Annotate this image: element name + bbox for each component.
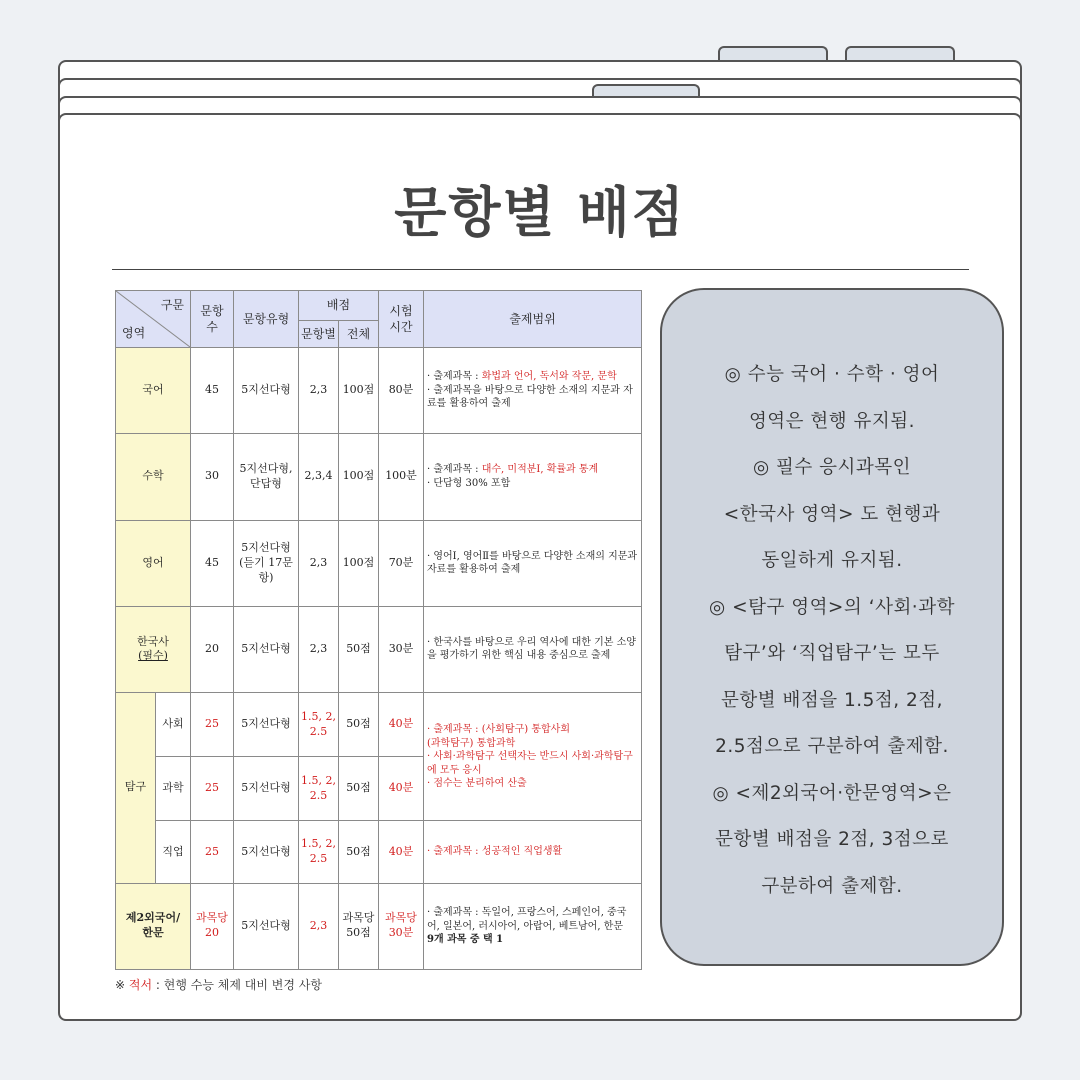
- note-line: ◎ <탐구 영역>의 ‘사회·과학: [709, 596, 955, 618]
- note-line: 문항별 배점을 1.5점, 2점,: [720, 689, 944, 711]
- header-time: 시험 시간: [379, 291, 424, 348]
- header-score: 배점: [299, 291, 379, 321]
- per-score-cell: 2,3: [299, 520, 339, 606]
- scope-choice: 9개 과목 중 택 1: [427, 934, 504, 946]
- scope-cell: · 출제과목 : 성공적인 직업생활: [424, 821, 642, 883]
- notes-panel: [660, 288, 1004, 966]
- area-cell: 제2외국어/ 한문: [116, 883, 191, 969]
- header-score-item: 문항별: [299, 321, 339, 348]
- scope-cell: [424, 434, 642, 520]
- area-required-note: (필수): [138, 649, 168, 663]
- table-row-inquiry-job: [116, 821, 642, 883]
- area-cell: 국어: [116, 348, 191, 434]
- type-cell: 5지선다형: [234, 693, 299, 757]
- total-score-cell: 50점: [339, 606, 379, 692]
- type-cell: 5지선다형: [234, 821, 299, 883]
- count-cell: 45: [191, 520, 234, 606]
- per-score-cell: 2,3: [299, 348, 339, 434]
- time-cell: 80분: [379, 348, 424, 434]
- scope-cell: [424, 883, 642, 969]
- header-diagonal-cell: [116, 291, 191, 348]
- type-cell: 5지선다형 (듣기 17문항): [234, 520, 299, 606]
- note-line: 문항별 배점을 2점, 3점으로: [715, 829, 949, 850]
- scope-subjects: 화법과 언어, 독서와 작문, 문학: [481, 371, 617, 383]
- note-line: <한국사 영역> 도 현행과: [723, 503, 941, 525]
- scope-text: · 점수는 분리하여 산출: [427, 778, 527, 790]
- scope-text: · 출제과목 :: [427, 371, 482, 383]
- table-row-english: [116, 520, 642, 606]
- subarea-cell: 직업: [156, 821, 191, 883]
- time-cell: 70분: [379, 520, 424, 606]
- scope-text: · 사회·과학탐구 선택자는 반드시 사회·과학탐구에 모두 응시: [427, 751, 633, 776]
- area-cell: [116, 606, 191, 692]
- count-cell: 20: [191, 606, 234, 692]
- scope-subjects: 대수, 미적분Ⅰ, 확률과 통계: [481, 464, 599, 476]
- per-score-cell: 1.5, 2, 2.5: [299, 693, 339, 757]
- count-cell: 30: [191, 434, 234, 520]
- per-score-cell: 2,3: [299, 883, 339, 969]
- header-score-total: 전체: [339, 321, 379, 348]
- title-divider: [112, 269, 969, 270]
- area-cell: 수학: [116, 434, 191, 520]
- count-cell: 45: [191, 348, 234, 434]
- count-cell: 과목당 20: [191, 883, 234, 969]
- subarea-cell: 사회: [156, 693, 191, 757]
- footnote: [115, 976, 322, 993]
- type-cell: 5지선다형: [234, 348, 299, 434]
- note-line: 2.5점으로 구분하여 출제함.: [715, 736, 949, 757]
- total-score-cell: 50점: [339, 757, 379, 821]
- type-cell: 5지선다형: [234, 606, 299, 692]
- footnote-red: 적서: [128, 978, 153, 992]
- table-row-foreign: [116, 883, 642, 969]
- type-cell: 5지선다형: [234, 757, 299, 821]
- note-line: 탐구’와 ‘직업탐구’는 모두: [724, 643, 940, 664]
- time-cell: 100분: [379, 434, 424, 520]
- note-line: ◎ 필수 응시과목인: [752, 457, 911, 478]
- type-cell: 5지선다형: [234, 883, 299, 969]
- header-category: 구문: [160, 298, 184, 312]
- count-cell: 25: [191, 757, 234, 821]
- per-score-cell: 2,3: [299, 606, 339, 692]
- time-cell: 30분: [379, 606, 424, 692]
- page-title: 문항별 배점: [394, 181, 686, 244]
- count-cell: 25: [191, 821, 234, 883]
- time-cell: 40분: [379, 757, 424, 821]
- scope-cell: [424, 348, 642, 434]
- header-count: 문항 수: [191, 291, 234, 348]
- scope-text: · 단답형 30% 포함: [427, 477, 511, 489]
- table-row-korean: [116, 348, 642, 434]
- area-name: 한국사: [137, 634, 169, 648]
- scope-cell: · 한국사를 바탕으로 우리 역사에 대한 기본 소양을 평가하기 위한 핵심 내용 중심으로 출제: [424, 606, 642, 692]
- scope-text: · 출제과목 : (사회탐구) 통합사회 (과학탐구) 통합과학: [427, 724, 570, 749]
- time-cell: 과목당 30분: [379, 883, 424, 969]
- time-cell: 40분: [379, 821, 424, 883]
- per-score-cell: 1.5, 2, 2.5: [299, 757, 339, 821]
- total-score-cell: 100점: [339, 348, 379, 434]
- scope-cell: · 영어Ⅰ, 영어Ⅱ를 바탕으로 다양한 소재의 지문과 자료를 활용하여 출제: [424, 520, 642, 606]
- table-row-math: [116, 434, 642, 520]
- header-scope: 출제범위: [424, 291, 642, 348]
- subarea-cell: 과학: [156, 757, 191, 821]
- note-line: 구분하여 출제함.: [761, 875, 903, 897]
- note-line: ◎ 수능 국어 · 수학 · 영어: [724, 364, 940, 385]
- footnote-text: : 현행 수능 체제 대비 변경 사항: [152, 978, 322, 992]
- footnote-mark: ※: [115, 978, 129, 992]
- note-line: ◎ <제2외국어·한문영역>은: [712, 782, 952, 804]
- score-table: [115, 290, 642, 970]
- scope-text: · 출제과목을 바탕으로 다양한 소재의 지문과 자료를 활용하여 출제: [427, 384, 633, 410]
- area-cell: 탐구: [116, 693, 156, 884]
- area-cell: 영어: [116, 520, 191, 606]
- total-score-cell: 50점: [339, 821, 379, 883]
- time-cell: 40분: [379, 693, 424, 757]
- table-row-history: [116, 606, 642, 692]
- note-line: 동일하게 유지됨.: [761, 550, 903, 571]
- header-type: 문항유형: [234, 291, 299, 348]
- note-line: 영역은 현행 유지됨.: [748, 410, 916, 432]
- per-score-cell: 1.5, 2, 2.5: [299, 821, 339, 883]
- scope-text: · 출제과목 : 독일어, 프랑스어, 스페인어, 중국어, 일본어, 러시아어, 아랍어, 베트남어, 한문: [427, 907, 627, 932]
- total-score-cell: 50점: [339, 693, 379, 757]
- per-score-cell: 2,3,4: [299, 434, 339, 520]
- table-row-inquiry-social: [116, 693, 642, 757]
- scope-cell: [424, 693, 642, 821]
- scope-text: · 출제과목 :: [427, 464, 482, 476]
- total-score-cell: 100점: [339, 434, 379, 520]
- total-score-cell: 100점: [339, 520, 379, 606]
- header-area: 영역: [122, 325, 146, 340]
- count-cell: 25: [191, 693, 234, 757]
- total-score-cell: 과목당 50점: [339, 883, 379, 969]
- type-cell: 5지선다형, 단답형: [234, 434, 299, 520]
